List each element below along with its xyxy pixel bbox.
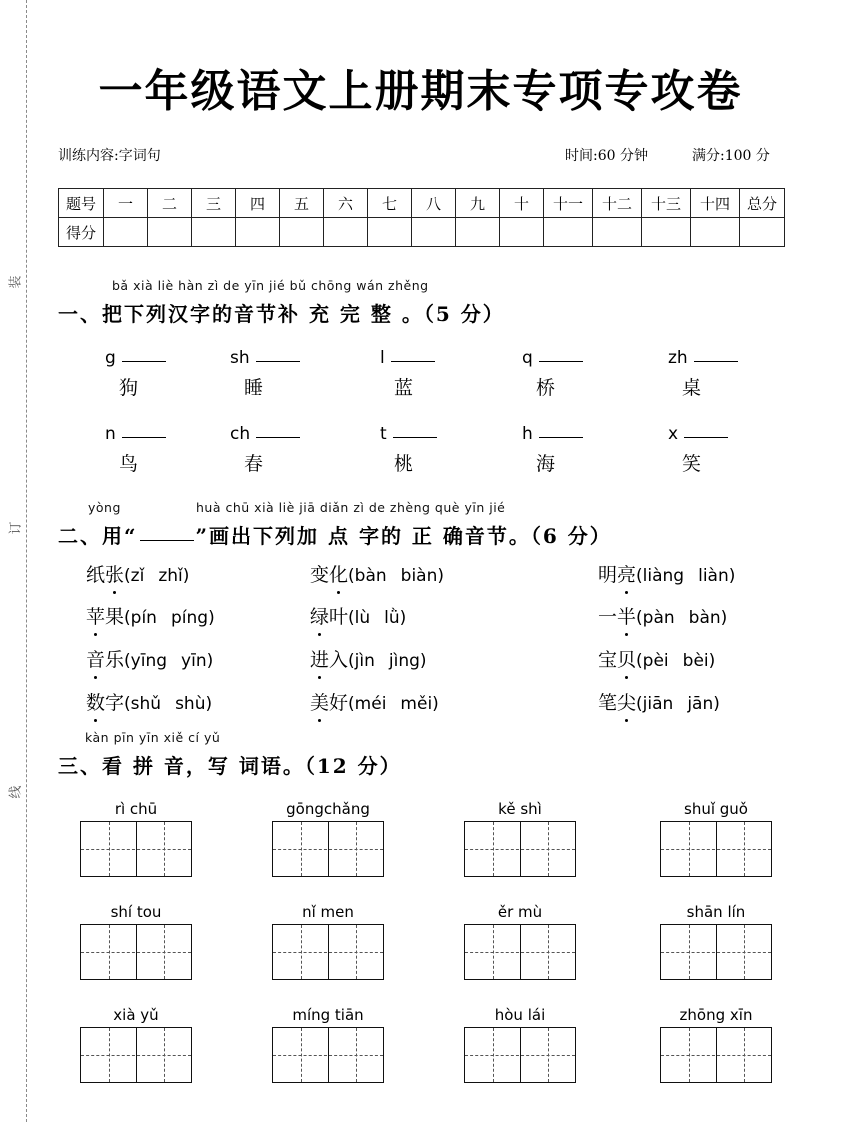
score-cell-9[interactable]: [456, 218, 500, 247]
score-cell-6[interactable]: [324, 218, 368, 247]
ex2-item-8[interactable]: [310, 645, 427, 672]
exam-total-score: 满分:100 分: [692, 148, 770, 164]
ex3-cell-8[interactable]: [660, 903, 772, 980]
section-2-pinyin: huà chū xià liè jiā diǎn zì de zhèng què yīn jié: [196, 500, 506, 515]
ex3-pinyin-4: shuǐ guǒ: [684, 800, 748, 818]
ex2-option-a-2[interactable]: bàn: [354, 566, 387, 586]
ex2-options-8: (jìn jìng): [348, 651, 427, 671]
ex2-dotted-char-12: 尖: [617, 688, 636, 715]
ex1-initial-text-8: t: [380, 424, 387, 444]
ex2-char-a-2: 变: [310, 564, 330, 586]
ex2-options-4: (pín píng): [124, 608, 215, 628]
ex1-item-7[interactable]: [230, 424, 380, 476]
ex1-item-10[interactable]: [668, 424, 818, 476]
ex2-option-b-9[interactable]: bèi: [682, 651, 709, 671]
ex2-options-10: (shǔ shù): [124, 694, 213, 714]
ex2-options-2: (bàn biàn): [348, 566, 445, 586]
ex1-blank-4[interactable]: [539, 361, 583, 362]
ex3-pinyin-6: nǐ men: [302, 903, 354, 921]
col-header-1: 一: [104, 189, 148, 218]
ex2-options-5: (lù lǜ): [348, 608, 407, 628]
table-row-question-numbers: [59, 189, 785, 218]
ex2-dotted-char-7: 音: [86, 645, 105, 672]
col-header-8: 八: [412, 189, 456, 218]
ex1-blank-9[interactable]: [539, 437, 583, 438]
ex1-char-3: 蓝: [394, 377, 414, 399]
ex2-options-7: (yīng yīn): [124, 651, 214, 671]
ex3-cell-7[interactable]: [464, 903, 576, 980]
ex2-option-a-4[interactable]: pín: [130, 608, 157, 628]
ex3-pinyin-3: kě shì: [498, 800, 542, 818]
ex1-blank-2[interactable]: [256, 361, 300, 362]
ex3-pinyin-8: shān lín: [686, 903, 746, 921]
ex1-item-9[interactable]: [522, 424, 672, 476]
ex1-initial-3: [380, 348, 530, 368]
ex2-dotted-char-5: 绿: [310, 602, 329, 629]
ex3-writing-grid-8[interactable]: [660, 924, 772, 980]
training-content-label: 训练内容:字词句: [58, 148, 161, 164]
ex3-pinyin-10: míng tiān: [292, 1006, 364, 1024]
ex3-writing-grid-10[interactable]: [272, 1027, 384, 1083]
ex2-dotted-char-11: 美: [310, 688, 329, 715]
score-table: [58, 188, 785, 247]
ex2-dotted-char-6: 半: [617, 602, 636, 629]
ex1-initial-text-5: zh: [668, 348, 688, 368]
ex2-option-b-8[interactable]: jìng: [388, 651, 420, 671]
ex1-blank-5[interactable]: [694, 361, 738, 362]
ex2-options-11: (méi měi): [348, 694, 439, 714]
score-cell-12[interactable]: [593, 218, 642, 247]
ex1-char-1: 狗: [119, 377, 139, 399]
ex1-blank-1[interactable]: [122, 361, 166, 362]
ex2-option-a-12[interactable]: jiān: [642, 694, 674, 714]
ex3-writing-grid-9[interactable]: [80, 1027, 192, 1083]
score-cell-14[interactable]: [691, 218, 740, 247]
ex3-writing-grid-6[interactable]: [272, 924, 384, 980]
ex3-pinyin-5: shí tou: [110, 903, 162, 921]
ex1-blank-3[interactable]: [391, 361, 435, 362]
ex2-char-b-4: 果: [105, 606, 125, 628]
ex1-initial-text-1: g: [105, 348, 116, 368]
score-cell-8[interactable]: [412, 218, 456, 247]
ex1-blank-6[interactable]: [122, 437, 166, 438]
score-cell-total[interactable]: [740, 218, 785, 247]
ex3-pinyin-12: zhōng xīn: [679, 1006, 753, 1024]
ex1-initial-5: [668, 348, 818, 368]
ex2-option-b-11[interactable]: měi: [400, 694, 433, 714]
ex2-option-b-6[interactable]: bàn: [688, 608, 721, 628]
ex3-writing-grid-2[interactable]: [272, 821, 384, 877]
col-header-total: 总分: [740, 189, 785, 218]
ex1-initial-4: [522, 348, 672, 368]
binding-mark-ding: 订: [8, 520, 24, 535]
ex3-cell-5[interactable]: [80, 903, 192, 980]
score-cell-10[interactable]: [500, 218, 544, 247]
section-2-score: （6 分）: [530, 524, 612, 548]
ex2-char-a-1: 纸: [86, 564, 106, 586]
section-3-pinyin: kàn pīn yīn xiě cí yǔ: [85, 730, 221, 745]
exercise-1-row-1: [0, 348, 841, 418]
section-1-heading: [58, 298, 505, 327]
ex3-cell-2[interactable]: [272, 800, 384, 877]
ex2-item-5[interactable]: [310, 602, 406, 629]
ex1-char-2: 睡: [244, 377, 264, 399]
ex1-blank-10[interactable]: [684, 437, 728, 438]
ex2-char-b-5: 叶: [329, 606, 349, 628]
ex2-char-a-6: 一: [598, 606, 618, 628]
ex3-cell-11[interactable]: [464, 1006, 576, 1083]
ex2-dotted-char-2: 化: [329, 560, 348, 587]
ex2-dotted-char-9: 贝: [617, 645, 636, 672]
ex2-option-a-6[interactable]: pàn: [642, 608, 675, 628]
ex2-options-6: (pàn bàn): [636, 608, 728, 628]
ex2-option-a-9[interactable]: pèi: [642, 651, 669, 671]
ex2-option-a-8[interactable]: jìn: [354, 651, 375, 671]
ex1-char-8: 桃: [394, 453, 414, 475]
ex2-options-12: (jiān jān): [636, 694, 720, 714]
ex2-option-a-3[interactable]: liàng: [642, 566, 685, 586]
score-cell-11[interactable]: [544, 218, 593, 247]
ex3-cell-6[interactable]: [272, 903, 384, 980]
ex1-initial-text-9: h: [522, 424, 533, 444]
page-title: 一年级语文上册期末专项专攻卷: [98, 66, 743, 117]
ex3-pinyin-1: rì chū: [114, 800, 158, 818]
ex2-item-7[interactable]: [86, 645, 213, 672]
ex2-dotted-char-4: 苹: [86, 602, 105, 629]
ex3-writing-grid-5[interactable]: [80, 924, 192, 980]
ex1-initial-2: [230, 348, 380, 368]
score-cell-7[interactable]: [368, 218, 412, 247]
ex2-option-b-5[interactable]: lǜ: [384, 608, 400, 628]
ex2-item-2[interactable]: [310, 560, 444, 587]
col-header-6: 六: [324, 189, 368, 218]
section-1-title: 把下列汉字的音节补 充 完 整 。: [102, 302, 424, 326]
ex1-char-4: 桥: [536, 377, 556, 399]
ex2-option-b-2[interactable]: biàn: [400, 566, 438, 586]
ex2-dotted-char-1: 张: [105, 560, 124, 587]
section-3-index: 三、: [58, 754, 102, 778]
score-cell-3[interactable]: [192, 218, 236, 247]
ex1-initial-7: [230, 424, 380, 444]
ex1-item-8[interactable]: [380, 424, 530, 476]
ex2-option-b-4[interactable]: píng: [170, 608, 209, 628]
ex2-option-a-10[interactable]: shǔ: [130, 694, 162, 714]
ex1-blank-8[interactable]: [393, 437, 437, 438]
ex1-item-3[interactable]: [380, 348, 530, 400]
ex3-cell-10[interactable]: [272, 1006, 384, 1083]
section-2-underline-demo: [140, 540, 194, 541]
section-2-heading: [58, 520, 612, 549]
ex2-char-a-12: 笔: [598, 692, 618, 714]
ex3-cell-4[interactable]: [660, 800, 772, 877]
score-cell-2[interactable]: [148, 218, 192, 247]
ex3-writing-grid-7[interactable]: [464, 924, 576, 980]
ex3-writing-grid-12[interactable]: [660, 1027, 772, 1083]
ex2-item-3[interactable]: [598, 560, 735, 587]
ex2-option-a-1[interactable]: zǐ: [130, 566, 145, 586]
ex1-char-5: 桌: [682, 377, 702, 399]
section-2-title-a: 用“: [102, 524, 138, 548]
col-header-11: 十一: [544, 189, 593, 218]
ex2-item-1[interactable]: [86, 560, 189, 587]
ex2-option-b-10[interactable]: shù: [175, 694, 206, 714]
ex2-item-11[interactable]: [310, 688, 439, 715]
ex2-options-9: (pèi bèi): [636, 651, 716, 671]
score-cell-4[interactable]: [236, 218, 280, 247]
ex2-dotted-char-8: 进: [310, 645, 329, 672]
ex2-char-b-10: 字: [105, 692, 125, 714]
binding-mark-xian: 线: [8, 784, 24, 799]
col-header-9: 九: [456, 189, 500, 218]
ex2-item-10[interactable]: [86, 688, 212, 715]
col-header-13: 十三: [642, 189, 691, 218]
ex1-initial-text-10: x: [668, 424, 679, 444]
section-2-index: 二、: [58, 524, 102, 548]
ex1-initial-text-2: sh: [230, 348, 250, 368]
ex2-char-a-9: 宝: [598, 649, 618, 671]
ex2-option-a-5[interactable]: lù: [354, 608, 371, 628]
section-1-score: （5 分）: [423, 302, 505, 326]
row-label-score: 得分: [59, 218, 104, 247]
ex3-cell-12[interactable]: [660, 1006, 772, 1083]
col-header-2: 二: [148, 189, 192, 218]
section-1-index: 一、: [58, 302, 102, 326]
ex3-cell-3[interactable]: [464, 800, 576, 877]
ex1-item-5[interactable]: [668, 348, 818, 400]
ex1-char-7: 春: [244, 453, 264, 475]
ex2-options-3: (liàng liàn): [636, 566, 736, 586]
col-header-12: 十二: [593, 189, 642, 218]
section-1-pinyin: bǎ xià liè hàn zì de yīn jié bǔ chōng wán zhěng: [112, 278, 429, 293]
ex2-char-a-3: 明: [598, 564, 618, 586]
ex1-item-4[interactable]: [522, 348, 672, 400]
ex1-initial-9: [522, 424, 672, 444]
ex3-writing-grid-3[interactable]: [464, 821, 576, 877]
col-header-3: 三: [192, 189, 236, 218]
ex1-char-10: 笑: [682, 453, 702, 475]
row-label-question: 题号: [59, 189, 104, 218]
ex2-dotted-char-10: 数: [86, 688, 105, 715]
ex3-pinyin-11: hòu lái: [494, 1006, 546, 1024]
ex2-item-9[interactable]: [598, 645, 715, 672]
ex1-initial-text-7: ch: [230, 424, 251, 444]
ex2-option-b-12[interactable]: jān: [687, 694, 714, 714]
ex1-initial-8: [380, 424, 530, 444]
ex2-char-b-7: 乐: [105, 649, 125, 671]
ex2-char-b-11: 好: [329, 692, 349, 714]
col-header-4: 四: [236, 189, 280, 218]
ex1-initial-10: [668, 424, 818, 444]
ex1-initial-text-3: l: [380, 348, 385, 368]
score-cell-1[interactable]: [104, 218, 148, 247]
ex2-item-6[interactable]: [598, 602, 727, 629]
binding-line: [26, 0, 28, 1122]
ex3-cell-1[interactable]: [80, 800, 192, 877]
section-3-score: （12 分）: [304, 754, 402, 778]
section-2-title-b: ”画出下列加 点 字的 正 确音节。: [195, 524, 531, 548]
section-3-heading: [58, 750, 402, 779]
score-cell-13[interactable]: [642, 218, 691, 247]
ex2-item-12[interactable]: [598, 688, 720, 715]
ex3-writing-grid-11[interactable]: [464, 1027, 576, 1083]
ex2-option-a-11[interactable]: méi: [354, 694, 387, 714]
ex2-option-b-7[interactable]: yīn: [181, 651, 207, 671]
ex2-option-b-3[interactable]: liàn: [698, 566, 729, 586]
ex2-dotted-char-3: 亮: [617, 560, 636, 587]
col-header-7: 七: [368, 189, 412, 218]
ex1-char-6: 鸟: [119, 453, 139, 475]
ex1-initial-text-6: n: [105, 424, 116, 444]
ex1-char-9: 海: [536, 453, 556, 475]
ex3-cell-9[interactable]: [80, 1006, 192, 1083]
ex2-option-b-1[interactable]: zhǐ: [158, 566, 183, 586]
ex1-initial-text-4: q: [522, 348, 533, 368]
ex3-pinyin-7: ěr mù: [497, 903, 543, 921]
ex3-pinyin-9: xià yǔ: [113, 1006, 159, 1024]
col-header-5: 五: [280, 189, 324, 218]
col-header-14: 十四: [691, 189, 740, 218]
ex1-item-2[interactable]: [230, 348, 380, 400]
ex2-item-4[interactable]: [86, 602, 215, 629]
section-2-pinyin-yong: yòng: [88, 500, 121, 515]
score-cell-5[interactable]: [280, 218, 324, 247]
ex3-writing-grid-4[interactable]: [660, 821, 772, 877]
binding-mark-zhuang: 装: [8, 274, 24, 289]
ex3-pinyin-2: gōngchǎng: [286, 800, 370, 818]
table-row-scores: [59, 218, 785, 247]
col-header-10: 十: [500, 189, 544, 218]
exercise-1-row-2: [0, 424, 841, 494]
ex2-option-a-7[interactable]: yīng: [130, 651, 168, 671]
ex2-options-1: (zǐ zhǐ): [124, 566, 190, 586]
ex2-char-b-8: 入: [329, 649, 349, 671]
section-3-title: 看 拼 音，写 词语。: [102, 754, 305, 778]
ex3-writing-grid-1[interactable]: [80, 821, 192, 877]
ex1-blank-7[interactable]: [256, 437, 300, 438]
exam-duration: 时间:60 分钟: [565, 148, 648, 164]
